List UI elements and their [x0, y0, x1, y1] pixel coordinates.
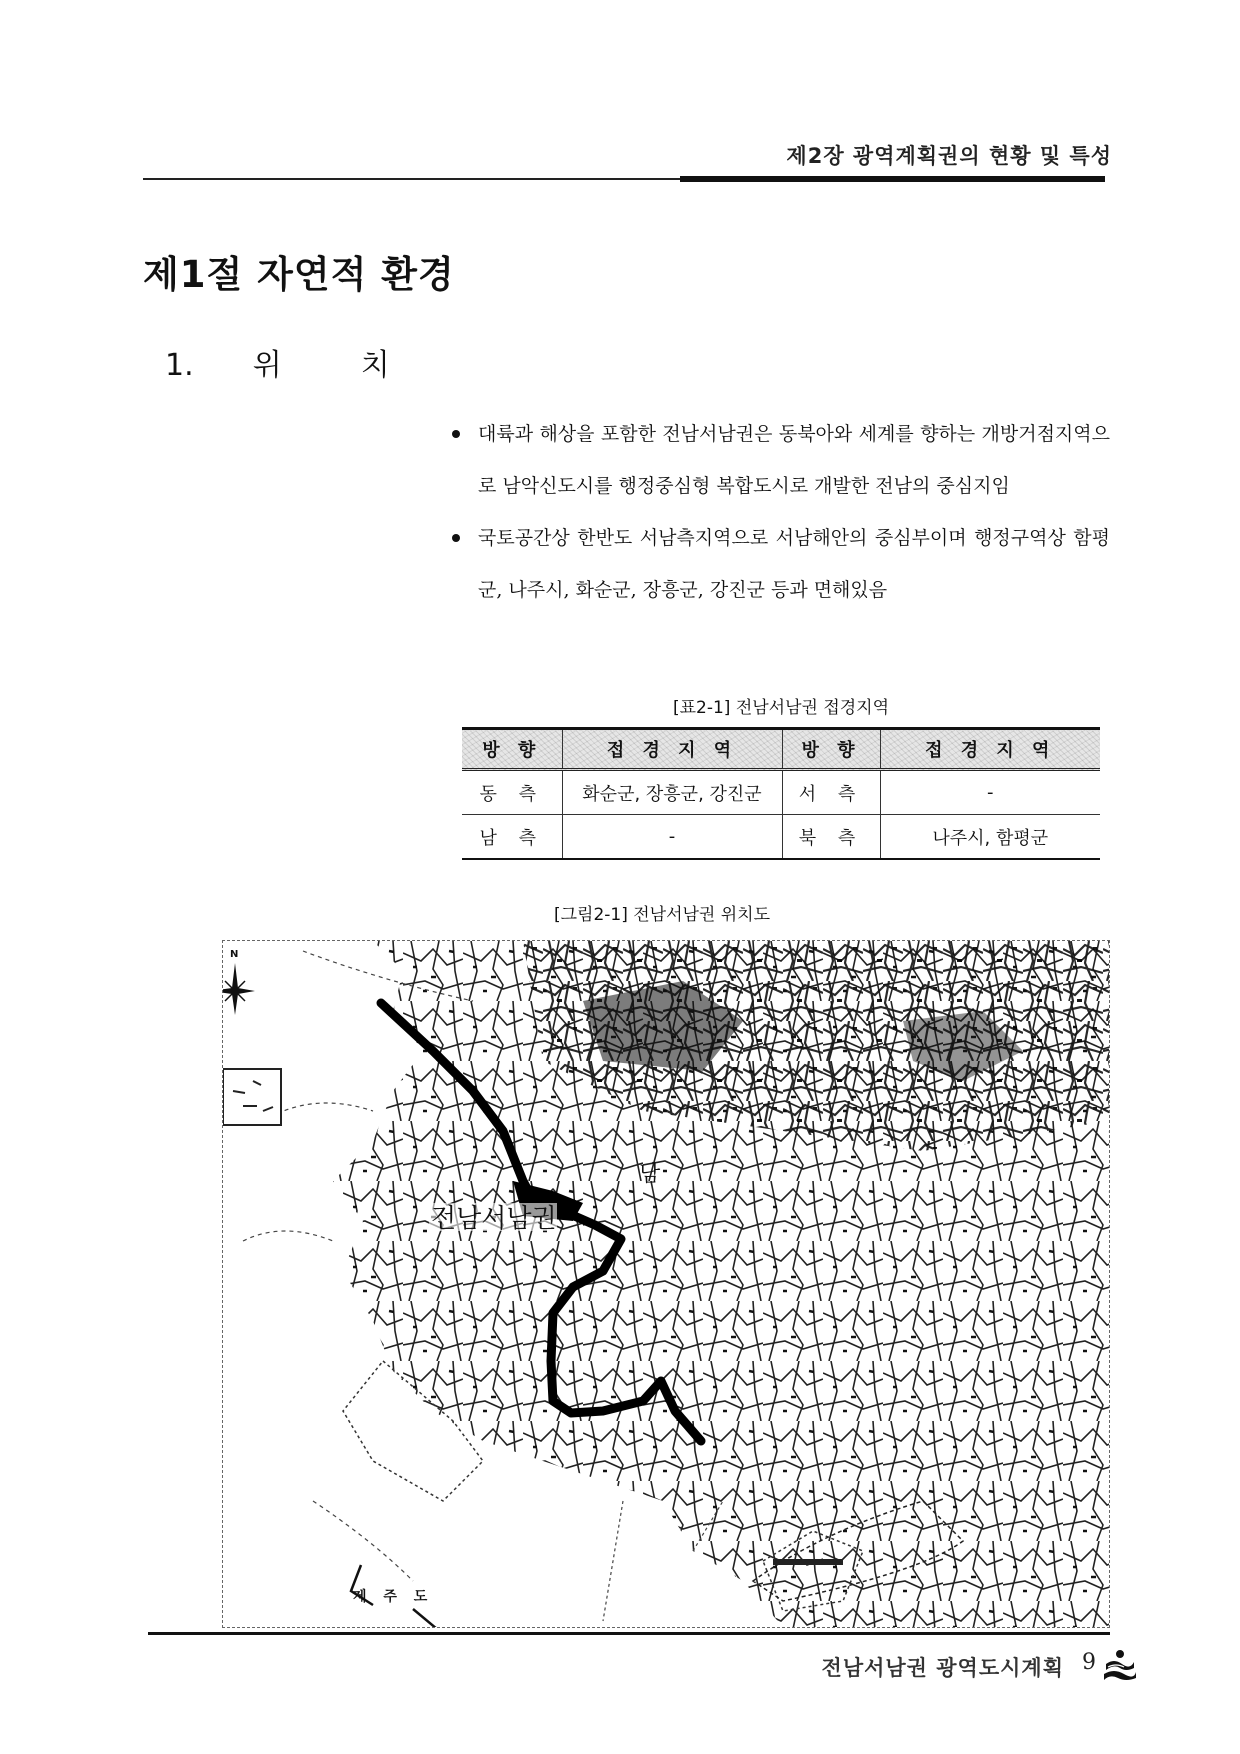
bullet-text: 대륙과 해상을 포함한 전남서남권은 동북아와 세계를 향하는 개방거점지역으로 남악신도시를 행정중심형 복합도시로 개발한 전남의 중심지임 — [478, 423, 1110, 497]
compass-north-label: N — [230, 949, 239, 960]
table-header-cell: 방 향 — [782, 729, 880, 770]
wave-logo-icon — [1102, 1648, 1136, 1682]
table-cell: - — [562, 815, 782, 860]
table-cell: 북 측 — [782, 815, 880, 860]
header-rule-accent — [680, 176, 1105, 182]
section-title: 제1절 자연적 환경 — [143, 253, 455, 296]
bullet-dot-icon — [452, 430, 460, 438]
page-number: 9 — [1082, 1650, 1096, 1675]
figure-caption: [그림2-1] 전남서남권 위치도 — [553, 905, 771, 925]
table-cell: 남 측 — [462, 815, 562, 860]
compass-rose-icon — [223, 963, 255, 1015]
table-cell: 나주시, 함평군 — [880, 815, 1100, 860]
footer-rule — [148, 1632, 1110, 1635]
running-header: 제2장 광역계획권의 현황 및 특성 — [786, 144, 1112, 168]
subsection-title — [165, 340, 390, 384]
footer-title: 전남서남권 광역도시계획 — [821, 1656, 1064, 1680]
table-caption: [표2-1] 전남서남권 접경지역 — [672, 698, 890, 718]
bullet-dot-icon — [452, 534, 460, 542]
jeju-label: 제 주 도 — [353, 1589, 434, 1605]
adjacent-regions-table — [462, 727, 1100, 860]
table-cell: - — [880, 770, 1100, 815]
province-label: 남 — [639, 1162, 661, 1187]
table-row — [462, 815, 1100, 860]
body-text — [450, 408, 1110, 616]
table-header-cell: 접 경 지 역 — [880, 729, 1100, 770]
table-header-row — [462, 729, 1100, 770]
bullet-text: 국토공간상 한반도 서남측지역으로 서남해안의 중심부이며 행정구역상 함평군, 나주시, 화순군, 장흥군, 강진군 등과 면해있음 — [478, 527, 1110, 601]
subsection-title-part-1: 위 — [252, 348, 282, 383]
bullet-item — [450, 512, 1110, 616]
table-cell: 동 측 — [462, 770, 562, 815]
subsection-number: 1. — [165, 348, 194, 383]
table-cell: 서 측 — [782, 770, 880, 815]
table-cell: 화순군, 장흥군, 강진군 — [562, 770, 782, 815]
table-row — [462, 770, 1100, 815]
region-label: 전남서남권 — [431, 1204, 557, 1234]
location-map — [222, 940, 1110, 1628]
subsection-title-part-2: 치 — [360, 348, 390, 383]
bullet-item — [450, 408, 1110, 512]
table-header-cell: 접 경 지 역 — [562, 729, 782, 770]
table-header-cell: 방 향 — [462, 729, 562, 770]
